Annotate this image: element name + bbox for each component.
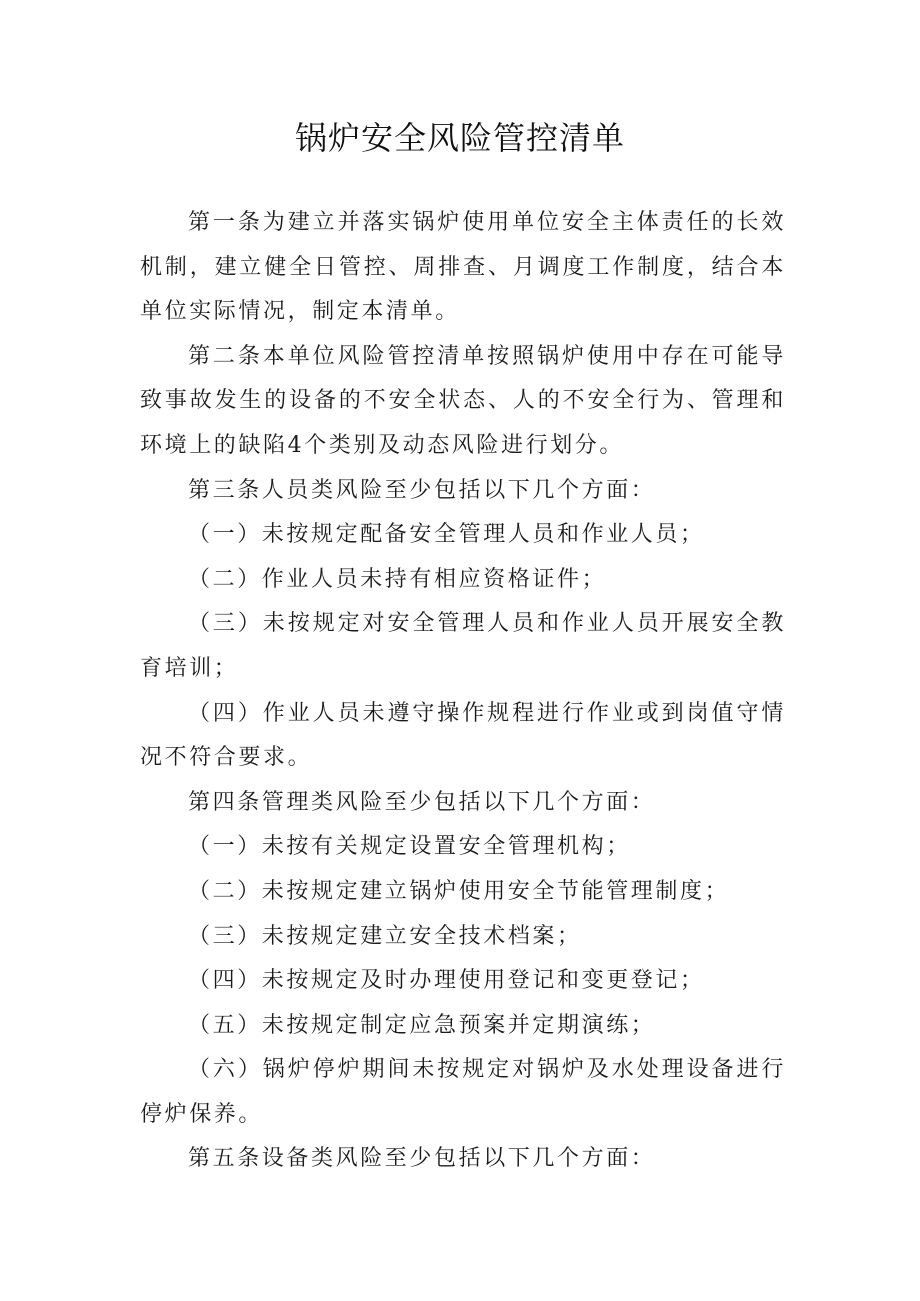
article-1-paragraph: 第一条为建立并落实锅炉使用单位安全主体责任的长效机制，建立健全日管控、周排查、月调度工作制度，结合本单位实际情况，制定本清单。 — [140, 210, 786, 325]
article-4-item-6: （六）锅炉停炉期间未按规定对锅炉及水处理设备进行停炉保养。 — [140, 1057, 786, 1127]
article-4-item-5: （五）未按规定制定应急预案并定期演练； — [188, 1012, 656, 1038]
article-4-heading: 第四条管理类风险至少包括以下几个方面： — [188, 789, 656, 815]
article-2-paragraph: 第二条本单位风险管控清单按照锅炉使用中存在可能导致事故发生的设备的不安全状态、人的不安全行为、管理和环境上的缺陷4个类别及动态风险进行划分。 — [140, 343, 786, 458]
article-3-item-4: （四）作业人员未遵守操作规程进行作业或到岗值守情况不符合要求。 — [140, 700, 786, 771]
document-body — [140, 201, 786, 1182]
article-5-heading: 第五条设备类风险至少包括以下几个方面： — [188, 1146, 656, 1172]
article-4-item-1: （一）未按有关规定设置安全管理机构； — [188, 834, 631, 860]
document-title: 锅炉安全风险管控清单 — [294, 119, 625, 157]
article-4-item-4: （四）未按规定及时办理使用登记和变更登记； — [188, 968, 705, 994]
article-3-item-2: （二）作业人员未持有相应资格证件； — [188, 566, 607, 592]
article-3-item-3: （三）未按规定对安全管理人员和作业人员开展安全教育培训； — [140, 611, 786, 681]
article-3-heading: 第三条人员类风险至少包括以下几个方面： — [188, 477, 656, 503]
article-4-item-3: （三）未按规定建立安全技术档案； — [188, 923, 582, 949]
article-3-item-1: （一）未按规定配备安全管理人员和作业人员； — [188, 522, 705, 548]
article-4-item-2: （二）未按规定建立锅炉使用安全节能管理制度； — [188, 878, 730, 904]
